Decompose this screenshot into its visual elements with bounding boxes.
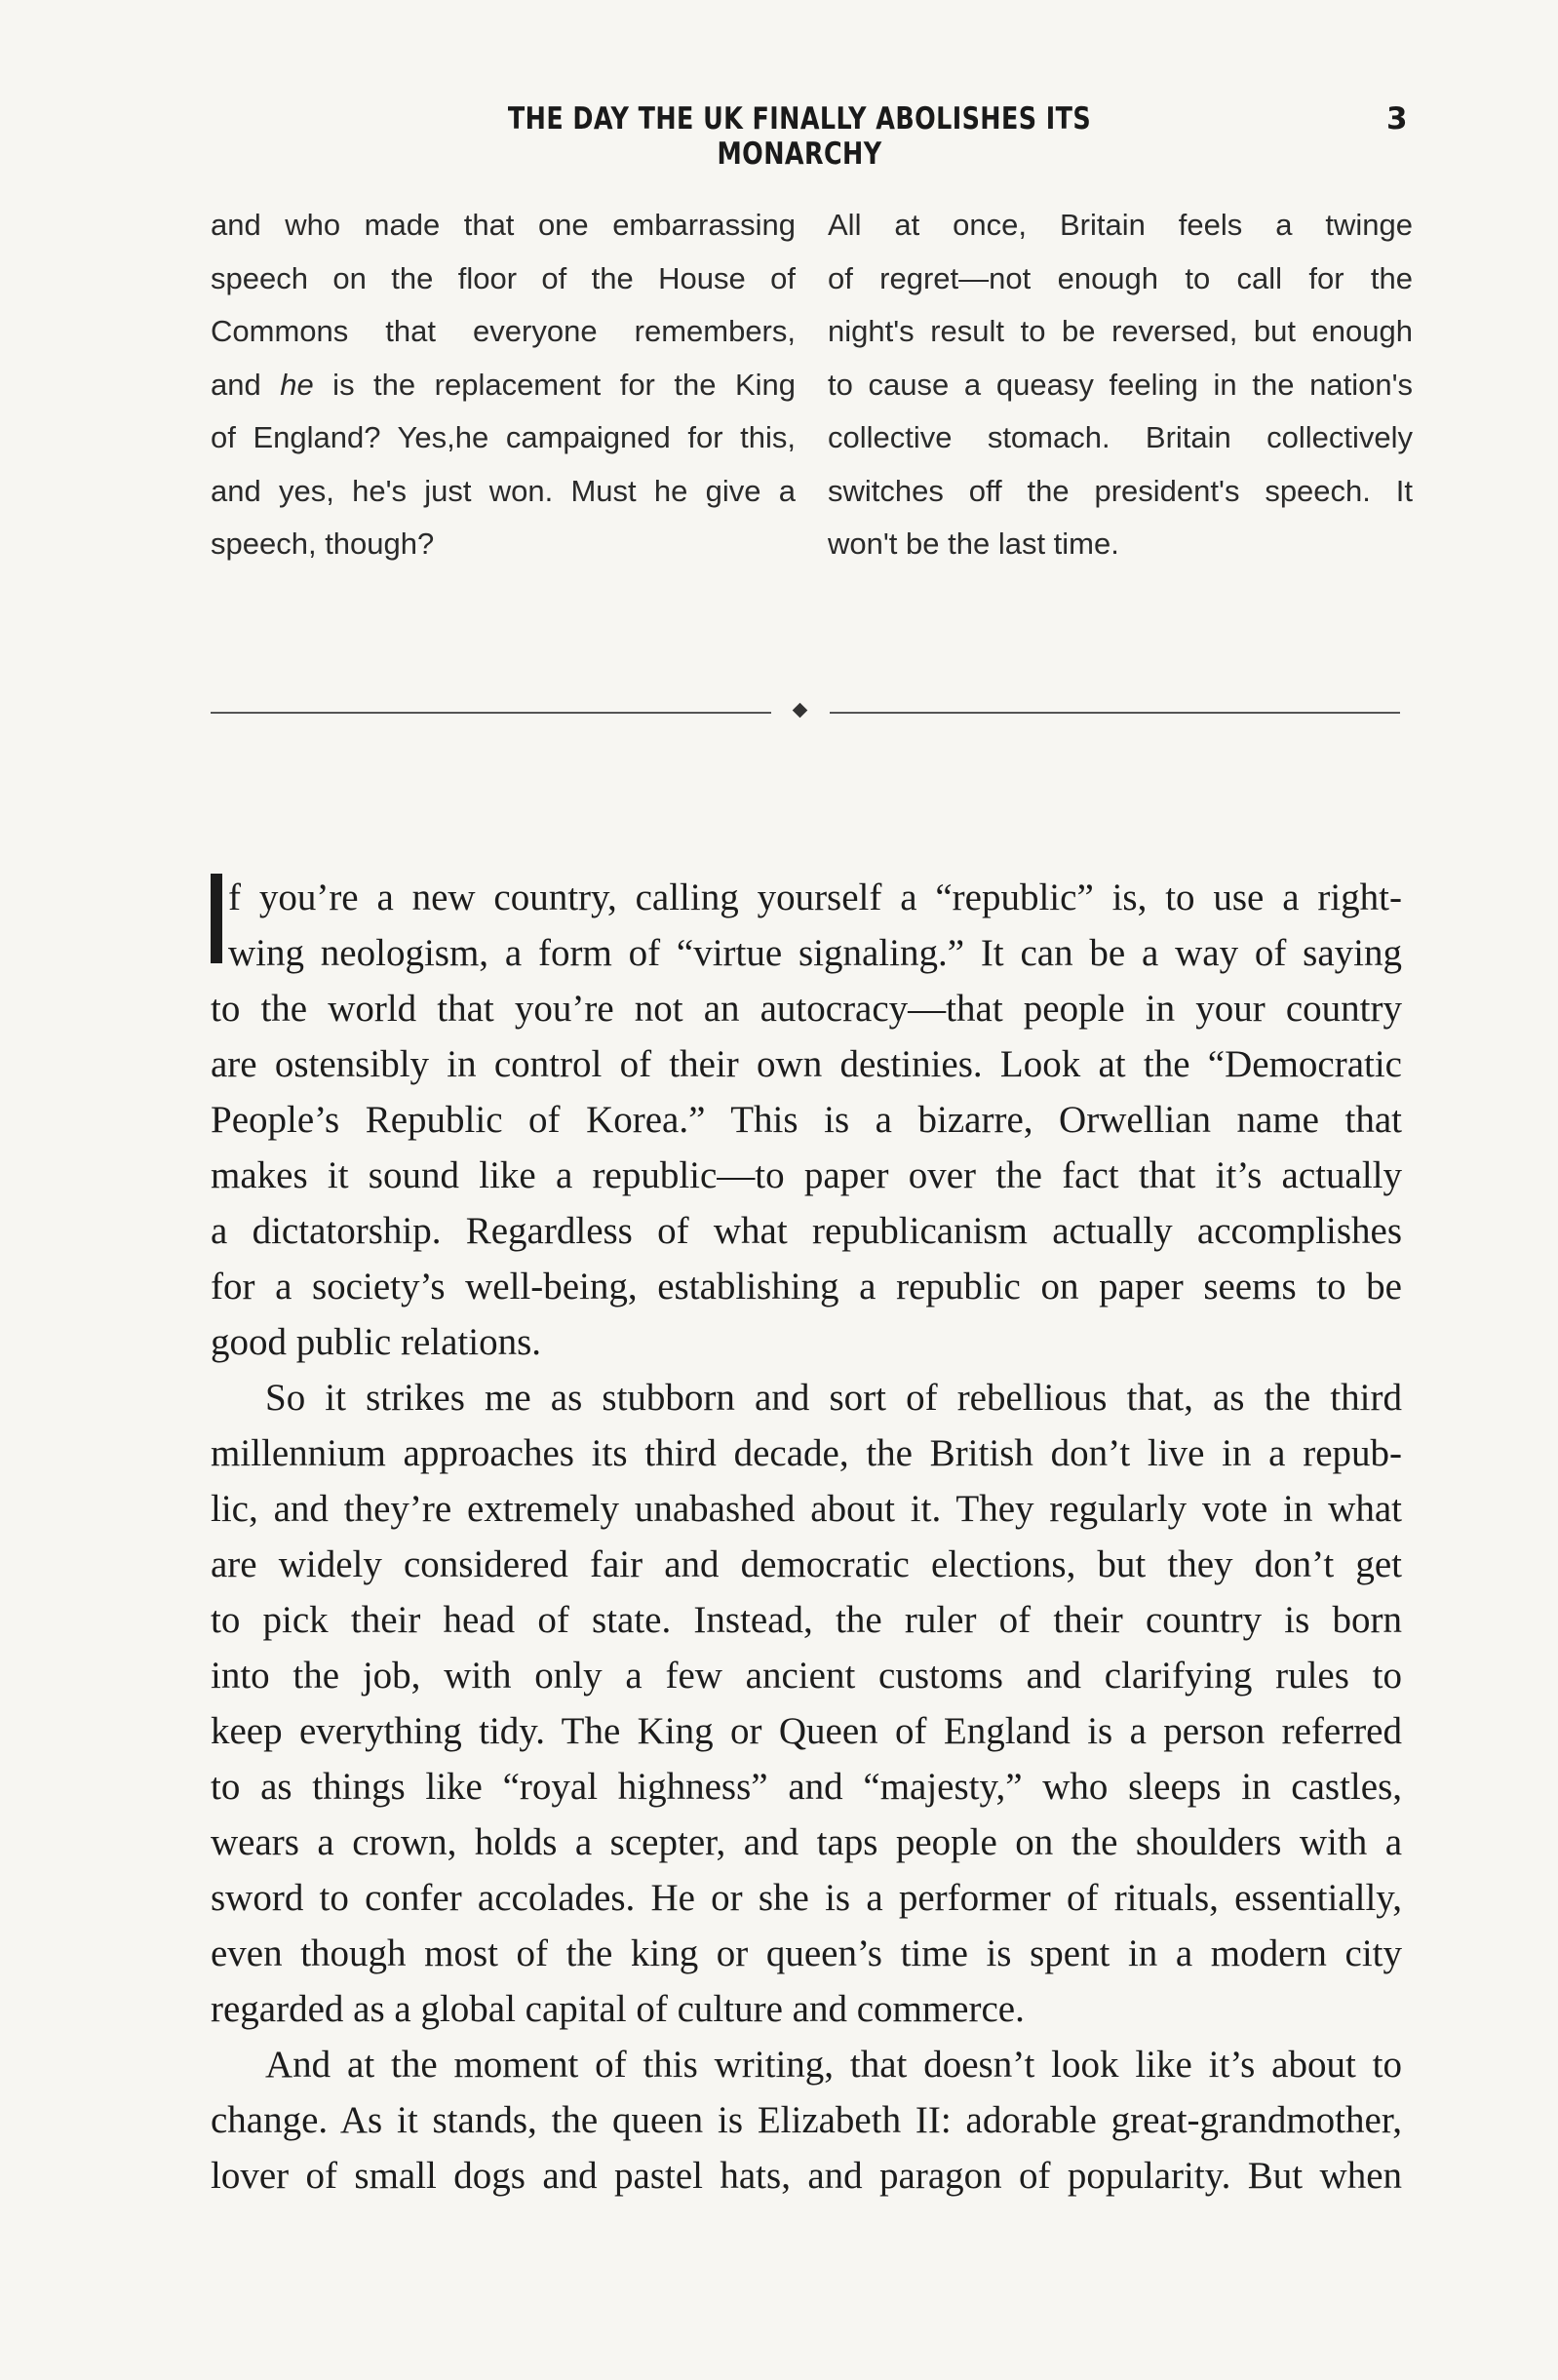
- body-line: So it strikes me as stubborn and sort of rebellious that, as the third: [265, 1377, 1402, 1419]
- body-line: millennium approaches its third decade, the British don’t live in a repub-: [211, 1432, 1402, 1474]
- right-column-line: night's result to be reversed, but enough: [828, 314, 1413, 348]
- body-line: for a society’s well-being, establishing a republic on paper seems to be: [211, 1266, 1402, 1307]
- right-column-line: to cause a queasy feeling in the nation's: [828, 367, 1413, 402]
- section-divider-right-rule: [830, 712, 1400, 714]
- left-column-line: and who made that one embarrassing: [211, 208, 796, 242]
- right-column-line: All at once, Britain feels a twinge: [828, 208, 1413, 242]
- right-column-line: switches off the president's speech. It: [828, 473, 1413, 508]
- left-column-line: and yes, he's just won. Must he give a: [211, 473, 796, 508]
- body-text: [211, 870, 1402, 2204]
- right-column-line: won't be the last time.: [828, 527, 1119, 561]
- body-line: People’s Republic of Korea.” This is a bizarre, Orwellian name that: [211, 1099, 1402, 1141]
- section-divider-left-rule: [211, 712, 771, 714]
- body-line: to as things like “royal highness” and “majesty,” who sleeps in castles,: [211, 1766, 1402, 1808]
- right-column-line: of regret—not enough to call for the: [828, 260, 1413, 295]
- section-divider-diamond-icon: [793, 703, 808, 719]
- right-column-line: collective stomach. Britain collectively: [828, 420, 1413, 454]
- body-line: makes it sound like a republic—to paper over the fact that it’s actually: [211, 1154, 1402, 1196]
- body-line: even though most of the king or queen’s time is spent in a modern city: [211, 1932, 1402, 1974]
- left-column-line: and he is the replacement for the King: [211, 367, 796, 402]
- left-column-line: Commons that everyone remembers,: [211, 314, 796, 348]
- left-column-line: speech, though?: [211, 527, 435, 561]
- left-column-line: speech on the floor of the House of: [211, 260, 796, 295]
- left-column: [211, 199, 796, 571]
- body-line: wing neologism, a form of “virtue signaling.” It can be a way of saying: [228, 932, 1402, 974]
- page-number: 3: [1386, 101, 1408, 137]
- body-line: into the job, with only a few ancient customs and clarifying rules to: [211, 1655, 1402, 1697]
- body-line: lover of small dogs and pastel hats, and paragon of popularity. But when: [211, 2155, 1402, 2197]
- body-line: are ostensibly in control of their own destinies. Look at the “Democratic: [211, 1043, 1402, 1085]
- running-head-title: THE DAY THE UK FINALLY ABOLISHES ITS MONARCHY: [507, 101, 1092, 172]
- body-line: And at the moment of this writing, that doesn’t look like it’s about to: [265, 2044, 1402, 2086]
- right-column: [828, 199, 1413, 571]
- body-line: regarded as a global capital of culture and commerce.: [211, 1988, 1025, 2030]
- left-column-line: of England? Yes,he campaigned for this,: [211, 420, 796, 454]
- body-line: to pick their head of state. Instead, the ruler of their country is born: [211, 1599, 1402, 1641]
- body-line: f you’re a new country, calling yourself a “republic” is, to use a right-: [228, 877, 1402, 918]
- body-line: a dictatorship. Regardless of what republicanism actually accomplishes: [211, 1210, 1402, 1252]
- body-line: sword to confer accolades. He or she is a performer of rituals, essentially,: [211, 1877, 1402, 1919]
- body-line: change. As it stands, the queen is Elizabeth II: adorable great-grandmother,: [211, 2099, 1402, 2141]
- body-line: good public relations.: [211, 1321, 542, 1363]
- body-line: to the world that you’re not an autocracy—that people in your country: [211, 988, 1402, 1030]
- paragraph-1-opening: [211, 870, 1402, 981]
- body-line: are widely considered fair and democratic elections, but they don’t get: [211, 1543, 1402, 1585]
- body-line: lic, and they’re extremely unabashed about it. They regularly vote in what: [211, 1488, 1402, 1530]
- body-line: wears a crown, holds a scepter, and taps people on the shoulders with a: [211, 1821, 1402, 1863]
- body-line: keep everything tidy. The King or Queen of England is a person referred: [211, 1710, 1402, 1752]
